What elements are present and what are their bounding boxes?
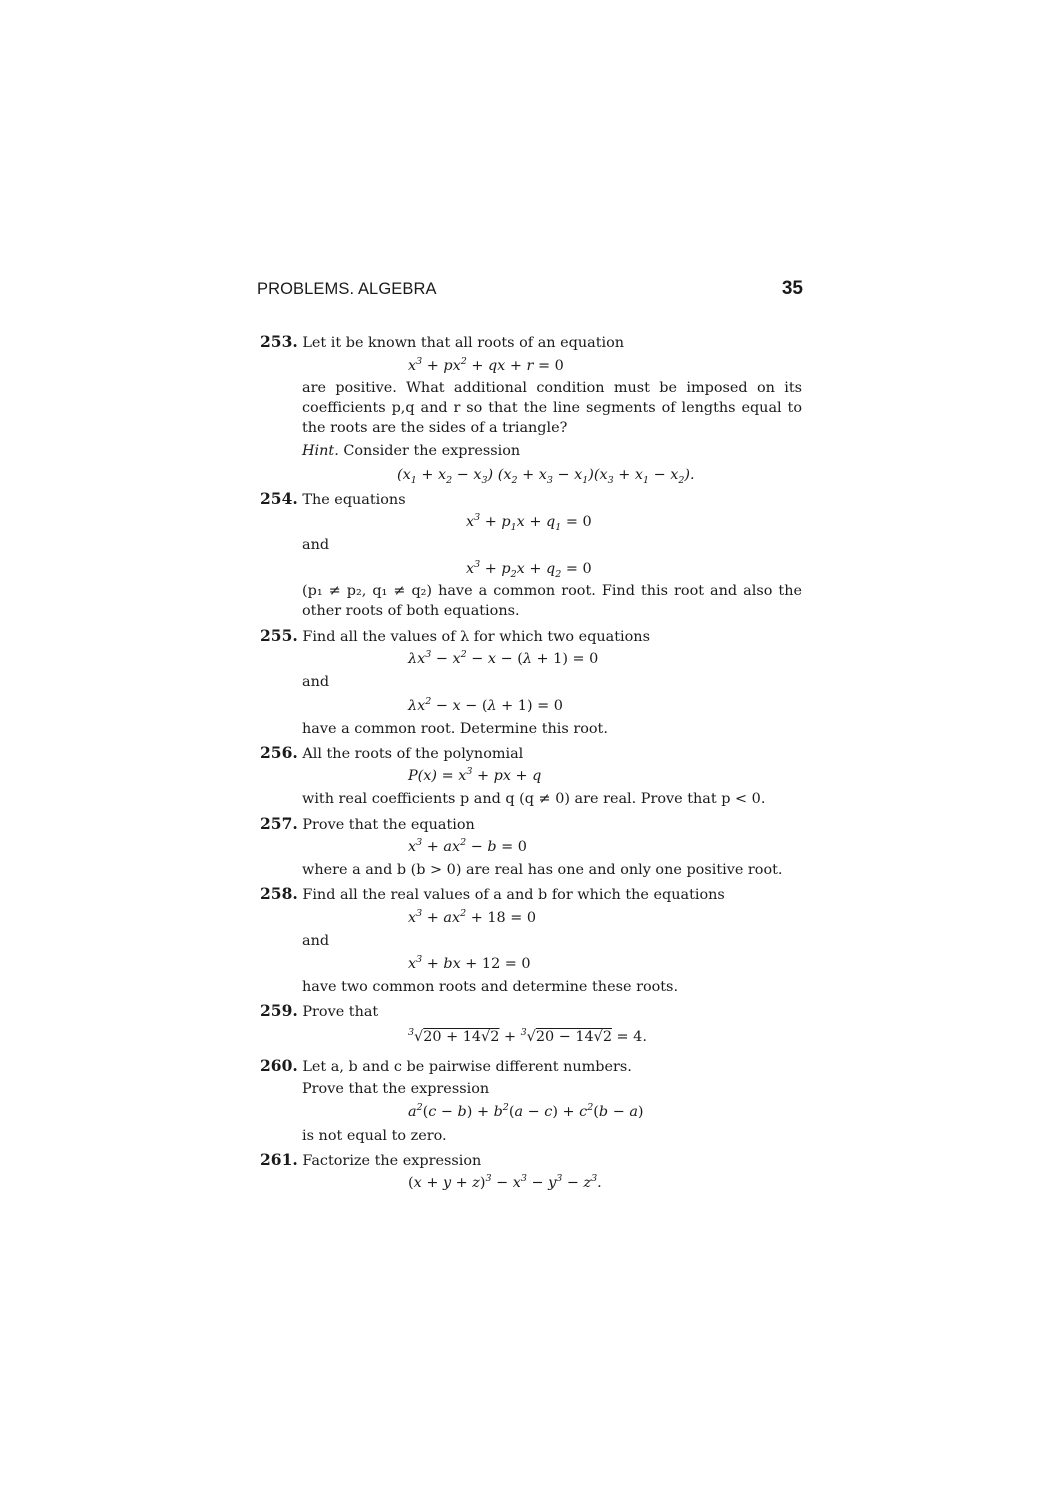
running-title: PROBLEMS. ALGEBRA xyxy=(257,280,437,298)
problem-255-lead: 255. Find all the values of λ for which two equations xyxy=(260,626,650,645)
problem-number: 260. xyxy=(260,1056,298,1075)
problem-number: 254. xyxy=(260,489,298,508)
problem-260-text: is not equal to zero. xyxy=(302,1128,447,1144)
problem-256-text: with real coefficients p and q (q ≠ 0) are real. Prove that p < 0. xyxy=(302,791,766,807)
problem-number: 261. xyxy=(260,1150,298,1169)
equation-258-a: $x^3 + ax^2 + 18 = 0$ xyxy=(408,908,537,926)
and-text: and xyxy=(302,933,330,949)
equation-258-b: $x^3$ + bx + 12 = 0 xyxy=(408,954,531,972)
problem-260-lead2: Prove that the expression xyxy=(302,1081,490,1097)
problem-number: 257. xyxy=(260,814,298,833)
equation-255-a: $\lambda x^3 - x^2 - x - (\lambda + 1) = 0$ xyxy=(408,649,599,667)
hint-label: Hint. xyxy=(302,443,339,459)
problem-255-text: have a common root. Determine this root. xyxy=(302,721,608,737)
equation-255-b: $\lambda x^2 - x - (\lambda + 1) = 0$ xyxy=(408,696,563,714)
problem-number: 258. xyxy=(260,884,298,903)
problem-257-lead: 257. Prove that the equation xyxy=(260,814,475,833)
problem-253-lead: 253. Let it be known that all roots of an equation xyxy=(260,332,625,351)
equation-259: $^3$√20 + 14√2 + $^3$√20 − 14√2 = 4. xyxy=(408,1027,647,1045)
equation-260: $a^2(c - b) + b^2(a - c) + c^2(b - a)$ xyxy=(408,1102,644,1120)
problem-261-lead: 261. Factorize the expression xyxy=(260,1150,482,1169)
problem-254-lead: 254. The equations xyxy=(260,489,406,508)
and-text: and xyxy=(302,537,330,553)
equation-261: $(x + y + z)^3 - x^3 - y^3 - z^3$. xyxy=(408,1173,602,1191)
equation-256: $P(x) = x^3$ + px + q xyxy=(408,766,542,784)
equation-257: $x^3 + ax^2 - b = 0$ xyxy=(408,837,527,855)
problem-258-lead: 258. Find all the real values of a and b for which the equations xyxy=(260,884,725,903)
problem-number: 253. xyxy=(260,332,298,351)
problem-253-hint: Hint. Consider the expression xyxy=(302,443,521,459)
equation-253-hint: $(x_1 + x_2 - x_3) (x_2 + x_3 - x_1)(x_3 + x_1 - x_2)$. xyxy=(397,467,695,486)
page-number: 35 xyxy=(781,278,803,299)
equation-254-a: $x^3 + p_1x + q_1 = 0$ xyxy=(466,512,592,533)
problem-256-lead: 256. All the roots of the polynomial xyxy=(260,743,524,762)
problem-260-lead: 260. Let a, b and c be pairwise different numbers. xyxy=(260,1056,632,1075)
problem-258-text: have two common roots and determine these roots. xyxy=(302,979,679,995)
equation-254-b: $x^3 + p_2x + q_2 = 0$ xyxy=(466,559,592,580)
and-text: and xyxy=(302,674,330,690)
problem-number: 256. xyxy=(260,743,298,762)
equation-253: $x^3 + px^2$ + qx + r = 0 xyxy=(408,356,564,374)
problem-254-text: (p₁ ≠ p₂, q₁ ≠ q₂) have a common root. Find this root and also the other roots of both equations. xyxy=(302,583,802,619)
problem-number: 255. xyxy=(260,626,298,645)
problem-number: 259. xyxy=(260,1001,298,1020)
page-header xyxy=(257,280,803,302)
problem-259-lead: 259. Prove that xyxy=(260,1001,379,1020)
problem-253-text: are positive. What additional condition must be imposed on its coefficients p,q and r so that the line segments of lengths equal to the roots are the sides of a triangle? xyxy=(302,380,802,436)
problem-257-text: where a and b (b > 0) are real has one and only one positive root. xyxy=(302,862,783,878)
